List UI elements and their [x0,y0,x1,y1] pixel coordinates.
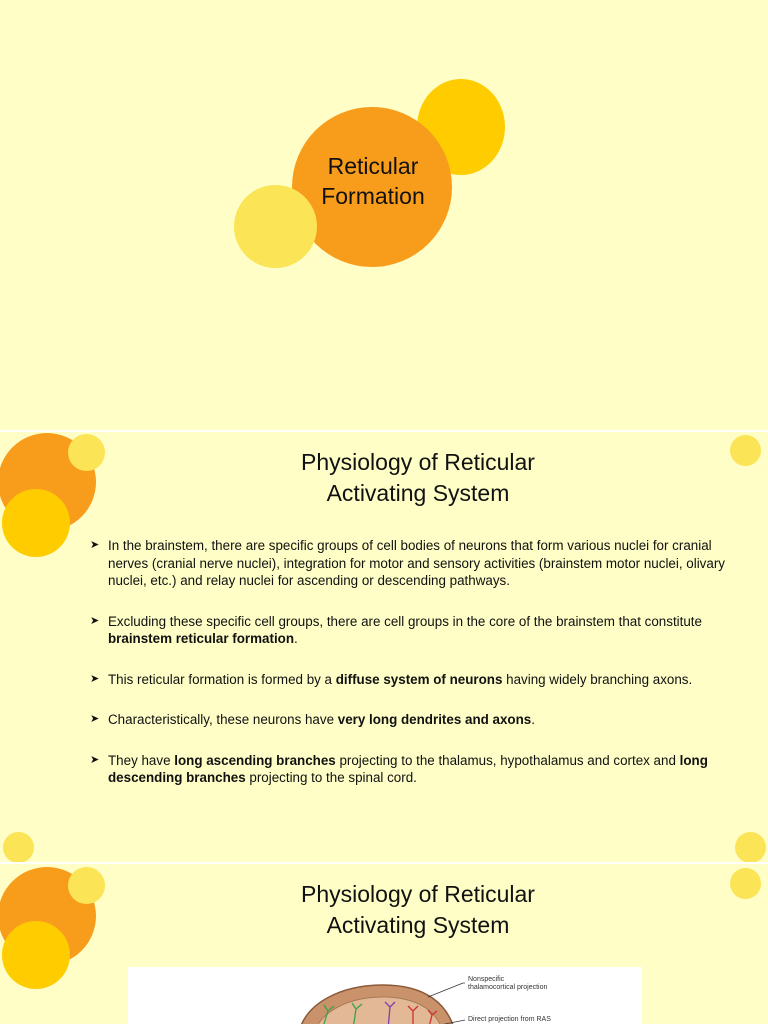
title-line-2: Activating System [326,912,510,938]
figure-slide [0,864,768,1024]
bullet-bold-text: long descending branches [108,752,708,785]
bullet-item [90,613,730,648]
decor-circle-yellow [68,867,105,904]
title-line-1: Physiology of Reticular [301,881,535,907]
bullet-bold-text: brainstem reticular formation [108,631,295,646]
arrow-bullet-icon: ➤ [90,539,100,551]
decor-circle-yellow [68,434,105,471]
bullet-text: In the brainstem, there are specific groups of cell bodies of neurons that form various nuclei for cranial nerves (cranial nerve nuclei), integration for motor and sensory activities (brainstem motor nuclei, olivary nuclei, etc.) and relay nuclei for ascending or descending pathways. [108,538,725,588]
bullet-item [90,671,730,689]
bullet-bold-text: very long dendrites and axons [337,712,532,727]
slide-title [298,151,448,211]
bullet-text: having widely branching axons. [502,671,693,687]
title-line-1: Physiology of Reticular [301,449,535,475]
slide-title [218,447,618,509]
figure-label-line: Nonspecific [468,976,505,983]
figure-label: Direct projection from RAS [468,1016,551,1023]
bullet-item [90,752,730,787]
title-line-1: Reticular [327,153,419,179]
ras-diagram [128,967,642,1024]
bullet-list [90,537,730,810]
bullet-text: projecting to the thalamus, hypothalamus and cortex and [335,752,680,768]
title-line-2: Formation [321,183,425,209]
bullet-bold-text: long ascending branches [174,752,336,768]
bullet-text: . [531,712,535,727]
bullet-bold-text: diffuse system of neurons [335,671,503,687]
bullet-item [90,711,730,729]
bullet-text: This reticular formation is formed by a [108,671,336,687]
decor-circle-small [730,435,761,466]
decor-circle-small [3,832,34,862]
figure-label-line: thalamocortical projection [468,984,548,991]
decor-circle-small [735,832,766,862]
arrow-bullet-icon: ➤ [90,614,100,627]
arrow-bullet-icon: ➤ [90,753,100,766]
bullet-text: Excluding these specific cell groups, there are cell groups in the core of the brainstem that constitute [108,613,702,629]
arrow-bullet-icon: ➤ [90,713,100,725]
title-line-2: Activating System [326,480,510,506]
brain-illustration [128,967,642,1024]
decor-circle-small [730,868,761,899]
bullet-text: They have [108,752,175,768]
decor-circle-gold [2,921,70,989]
bullet-item [90,537,730,590]
content-slide [0,432,768,862]
title-slide [0,0,768,430]
bullet-text: Characteristically, these neurons have [108,712,338,727]
arrow-bullet-icon: ➤ [90,672,100,685]
bullet-text: projecting to the spinal cord. [245,770,417,785]
slide-title [218,879,618,941]
bullet-text: . [294,631,298,646]
figure-label [468,976,547,992]
decor-circle-gold [2,489,70,557]
